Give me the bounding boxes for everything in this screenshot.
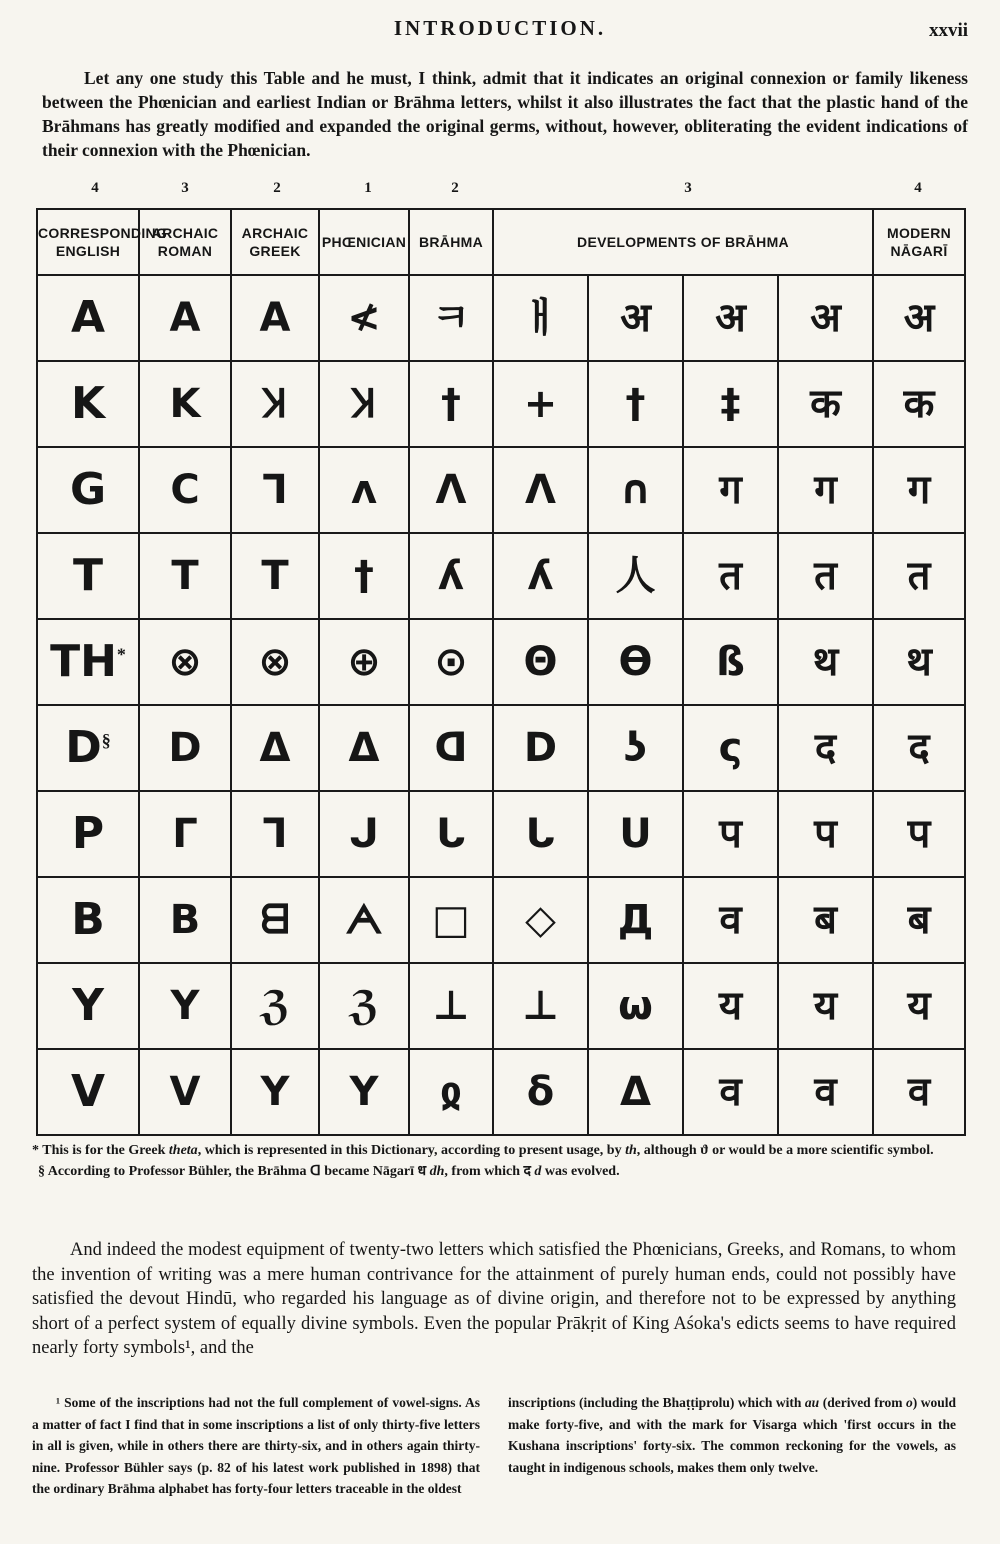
cell-development-2: ∩ (588, 447, 683, 533)
english-letter: Y (72, 980, 104, 1031)
english-letter: TH (50, 636, 117, 687)
cell-development-4: य (778, 963, 873, 1049)
cell-phoenician: ᗅ (319, 877, 409, 963)
table-row (37, 275, 965, 361)
table-row (37, 877, 965, 963)
header-nagari: MODERN NĀGARĪ (873, 209, 965, 275)
header-developments: DEVELOPMENTS OF BRĀHMA (493, 209, 873, 275)
cell-brahma: ⊥ (409, 963, 493, 1049)
cell-roman: K (139, 361, 231, 447)
main-paragraph: And indeed the modest equipment of twenty-two letters which satisfied the Phœnicians, Greeks, and Romans, to whom the invention of writing was a mere human contrivance for the attainment of purely human ends, could not possibly have satisfied the devout Hindū, who regarded his language as of divine origin, and therefore not to be expressed by anything short of a perfect system of equally divine symbols. Even the popular Prākṛit of King Aśoka's edicts seems to have required nearly forty symbols¹, and the (32, 1240, 956, 1358)
cell-english (37, 361, 139, 447)
cell-brahma: ʎ (409, 533, 493, 619)
table-row (37, 963, 965, 1049)
table-row (37, 533, 965, 619)
cell-greek: ᒣ (231, 791, 319, 877)
cell-brahma: ᒐ (409, 791, 493, 877)
cell-nagari: अ (873, 275, 965, 361)
column-number: 2 (273, 180, 281, 196)
cell-development-4: थ (778, 619, 873, 705)
cell-development-4: ब (778, 877, 873, 963)
table-row (37, 1049, 965, 1135)
cell-development-1: Θ (493, 619, 588, 705)
cell-development-2: ω (588, 963, 683, 1049)
cell-development-4: द (778, 705, 873, 791)
cell-greek: Ʞ (231, 361, 319, 447)
cell-roman: B (139, 877, 231, 963)
cell-development-3: ß (683, 619, 778, 705)
table-notes (32, 1140, 968, 1182)
header-roman: ARCHAIC ROMAN (139, 209, 231, 275)
cell-phoenician: ℨ (319, 963, 409, 1049)
header-brahma: BRĀHMA (409, 209, 493, 275)
cell-development-3: ‡ (683, 361, 778, 447)
cell-nagari: ग (873, 447, 965, 533)
cell-nagari: द (873, 705, 965, 791)
cell-nagari: व (873, 1049, 965, 1135)
cell-greek: ℨ (231, 963, 319, 1049)
cell-phoenician: Y (319, 1049, 409, 1135)
cell-phoenician: † (319, 533, 409, 619)
cell-brahma: ᗡ (409, 705, 493, 791)
cell-development-1: Λ (493, 447, 588, 533)
english-letter: P (71, 808, 105, 859)
cell-development-4: अ (778, 275, 873, 361)
cell-development-4: क (778, 361, 873, 447)
footnote-mark: * (116, 644, 126, 665)
cell-greek: T (231, 533, 319, 619)
cell-development-3: व (683, 1049, 778, 1135)
cell-development-2: अ (588, 275, 683, 361)
english-letter: A (70, 292, 106, 343)
cell-development-3: ग (683, 447, 778, 533)
cell-roman: A (139, 275, 231, 361)
cell-development-2: ᑌ (588, 791, 683, 877)
table-header-row (37, 209, 965, 275)
cell-development-2: † (588, 361, 683, 447)
cell-development-3: व (683, 877, 778, 963)
cell-english (37, 705, 139, 791)
table-row (37, 447, 965, 533)
page-number: xxvii (928, 20, 968, 41)
column-number: 2 (451, 180, 459, 196)
cell-english (37, 1049, 139, 1135)
cell-development-2: Ө (588, 619, 683, 705)
column-numbers (0, 180, 1000, 204)
cell-development-1: ᒐ (493, 791, 588, 877)
cell-development-3: य (683, 963, 778, 1049)
cell-development-1: δ (493, 1049, 588, 1135)
cell-nagari: ब (873, 877, 965, 963)
cell-development-1: ⊥ (493, 963, 588, 1049)
cell-phoenician: Ʞ (319, 361, 409, 447)
column-number: 3 (181, 180, 189, 196)
cell-greek: ᗺ (231, 877, 319, 963)
column-number: 1 (364, 180, 372, 196)
header-phoenician: PHŒNICIAN (319, 209, 409, 275)
cell-english (37, 877, 139, 963)
cell-brahma: ⊙ (409, 619, 493, 705)
cell-roman: Y (139, 963, 231, 1049)
alphabet-comparison-table (36, 208, 966, 1136)
cell-brahma: □ (409, 877, 493, 963)
cell-phoenician: Δ (319, 705, 409, 791)
cell-brahma: ㅋ (409, 275, 493, 361)
footnote-left-column: ¹ Some of the inscriptions had not the full complement of vowel-signs. As a matter of fact I find that in some inscriptions a list of only thirty-five letters in all is given, while in others there are thirty-six, and in others again thirty-nine. Professor Bühler says (p. 82 of his latest work published in 1898) that the ordinary Brāhma alphabet has forty-four letters traceable in the oldest (32, 1395, 480, 1496)
footnote-right-column: inscriptions (including the Bhaṭṭiprolu) which with au (derived from o) would make forty-five, and with the mark for Visarga which 'first occurs in the Kushana inscriptions' forty-six. The common reckoning for the vowels, as taught in indigenous schools, makes them only twelve. (508, 1395, 956, 1475)
cell-development-2: 人 (588, 533, 683, 619)
cell-development-4: त (778, 533, 873, 619)
cell-english (37, 963, 139, 1049)
cell-greek: Ꞁ (231, 447, 319, 533)
cell-development-3: त (683, 533, 778, 619)
cell-phoenician: ᒍ (319, 791, 409, 877)
cell-development-4: ग (778, 447, 873, 533)
cell-brahma: ჲ (409, 1049, 493, 1135)
cell-development-1: ◇ (493, 877, 588, 963)
cell-development-3: प (683, 791, 778, 877)
column-number: 4 (91, 180, 99, 196)
buhler-note: § According to Professor Bühler, the Brāhma ᗡ became Nāgarī ध dh, from which द d was evolved. (38, 1164, 620, 1179)
column-number: 4 (914, 180, 922, 196)
cell-development-3: ς (683, 705, 778, 791)
cell-development-2: Д (588, 877, 683, 963)
cell-nagari: थ (873, 619, 965, 705)
cell-roman: Γ (139, 791, 231, 877)
cell-phoenician: ≮ (319, 275, 409, 361)
cell-english (37, 275, 139, 361)
english-letter: T (72, 550, 103, 601)
cell-english (37, 533, 139, 619)
english-letter: V (70, 1066, 106, 1117)
cell-roman: ⊗ (139, 619, 231, 705)
cell-english (37, 447, 139, 533)
table-body (37, 275, 965, 1135)
english-letter: B (71, 894, 105, 945)
header-english: CORRESPONDING ENGLISH (37, 209, 139, 275)
cell-development-1: + (493, 361, 588, 447)
cell-nagari: य (873, 963, 965, 1049)
footnote (32, 1392, 956, 1500)
cell-development-3: अ (683, 275, 778, 361)
table-row (37, 619, 965, 705)
cell-greek: Y (231, 1049, 319, 1135)
english-letter: K (70, 378, 106, 429)
cell-nagari: प (873, 791, 965, 877)
theta-note: * This is for the Greek theta, which is represented in this Dictionary, according to present usage, by th, although ϑ or would be a more scientific symbol. (32, 1143, 934, 1158)
cell-development-1: ʎ (493, 533, 588, 619)
cell-nagari: क (873, 361, 965, 447)
cell-development-1: D (493, 705, 588, 791)
cell-greek: A (231, 275, 319, 361)
cell-development-1: ㅐ (493, 275, 588, 361)
cell-development-2: Δ (588, 1049, 683, 1135)
table-row (37, 705, 965, 791)
cell-roman: D (139, 705, 231, 791)
cell-phoenician: ʌ (319, 447, 409, 533)
cell-roman: T (139, 533, 231, 619)
english-letter: G (69, 464, 107, 515)
cell-roman: V (139, 1049, 231, 1135)
cell-english (37, 791, 139, 877)
cell-phoenician: ⊕ (319, 619, 409, 705)
running-title: INTRODUCTION. (393, 16, 607, 40)
cell-development-2: ʖ (588, 705, 683, 791)
cell-development-4: प (778, 791, 873, 877)
cell-brahma: † (409, 361, 493, 447)
footnote-mark: § (101, 730, 111, 751)
header-greek: ARCHAIC GREEK (231, 209, 319, 275)
cell-development-4: व (778, 1049, 873, 1135)
cell-greek: Δ (231, 705, 319, 791)
cell-nagari: त (873, 533, 965, 619)
cell-roman: C (139, 447, 231, 533)
column-number: 3 (684, 180, 692, 196)
english-letter: D (65, 722, 102, 773)
cell-brahma: Λ (409, 447, 493, 533)
table-row (37, 361, 965, 447)
cell-english (37, 619, 139, 705)
table-row (37, 791, 965, 877)
intro-paragraph: Let any one study this Table and he must, I think, admit that it indicates an original connexion or family likeness between the Phœnician and earliest Indian or Brāhma letters, whilst it also illustrates the fact that the plastic hand of the Brāhmans has greatly modified and expanded the original germs, without, however, obliterating the evident indications of their connexion with the Phœnician. (42, 68, 968, 160)
cell-greek: ⊗ (231, 619, 319, 705)
